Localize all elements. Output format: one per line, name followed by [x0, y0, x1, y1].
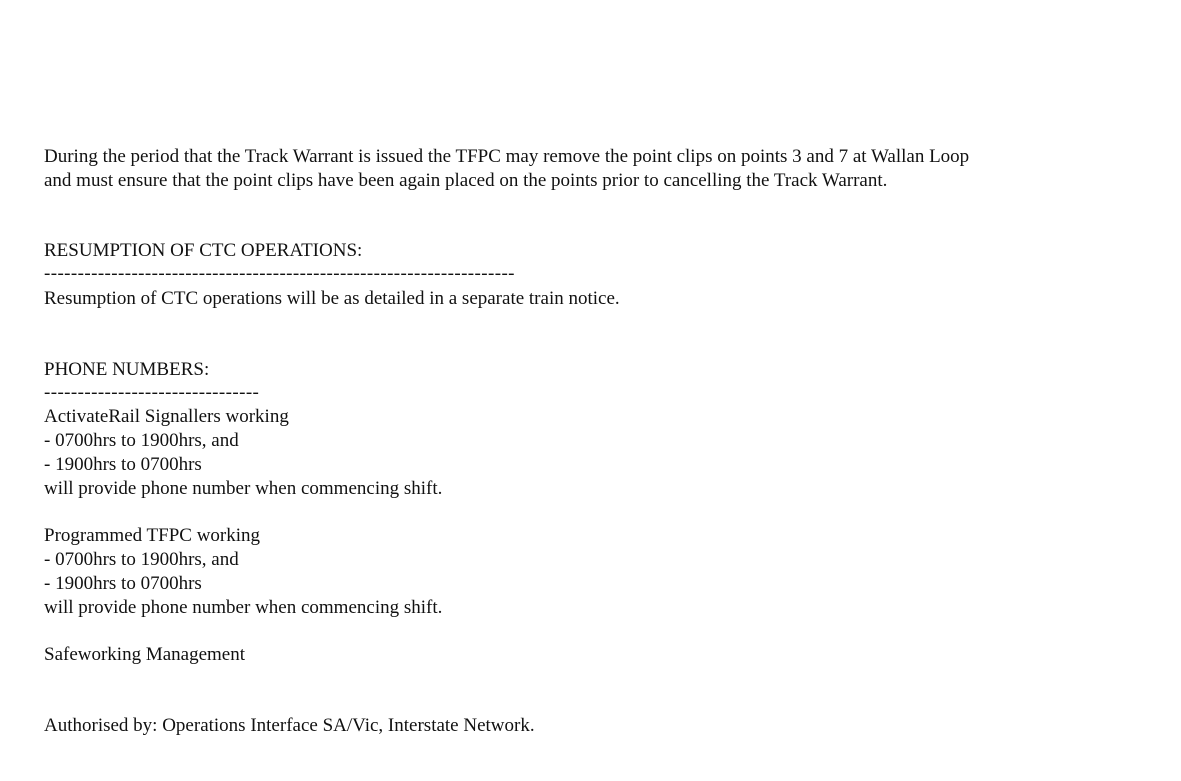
resumption-text: Resumption of CTC operations will be as detailed in a separate train notice. — [44, 288, 620, 309]
tfpc-shift-day: - 0700hrs to 1900hrs, and — [44, 549, 239, 570]
signallers-note: will provide phone number when commencing shift. — [44, 478, 443, 499]
signallers-title: ActivateRail Signallers working — [44, 406, 289, 427]
phone-numbers-divider: -------------------------------- — [44, 382, 260, 403]
resumption-divider: ---------------------------------------------------------------------- — [44, 263, 515, 284]
signallers-shift-day: - 0700hrs to 1900hrs, and — [44, 430, 239, 451]
authorised-by-text: Authorised by: Operations Interface SA/Vic, Interstate Network. — [44, 715, 535, 736]
tfpc-note: will provide phone number when commencing shift. — [44, 597, 443, 618]
tfpc-title: Programmed TFPC working — [44, 525, 261, 546]
signallers-shift-night: - 1900hrs to 0700hrs — [44, 454, 202, 475]
tfpc-shift-night: - 1900hrs to 0700hrs — [44, 573, 202, 594]
intro-paragraph-line-1: During the period that the Track Warrant is issued the TFPC may remove the point clips on points 3 and 7 at Wallan Loop — [44, 146, 970, 167]
signoff-text: Safeworking Management — [44, 644, 246, 665]
resumption-heading: RESUMPTION OF CTC OPERATIONS: — [44, 240, 363, 261]
intro-paragraph-line-2: and must ensure that the point clips have been again placed on the points prior to cancelling the Track Warrant. — [44, 170, 888, 191]
phone-numbers-heading: PHONE NUMBERS: — [44, 359, 210, 380]
